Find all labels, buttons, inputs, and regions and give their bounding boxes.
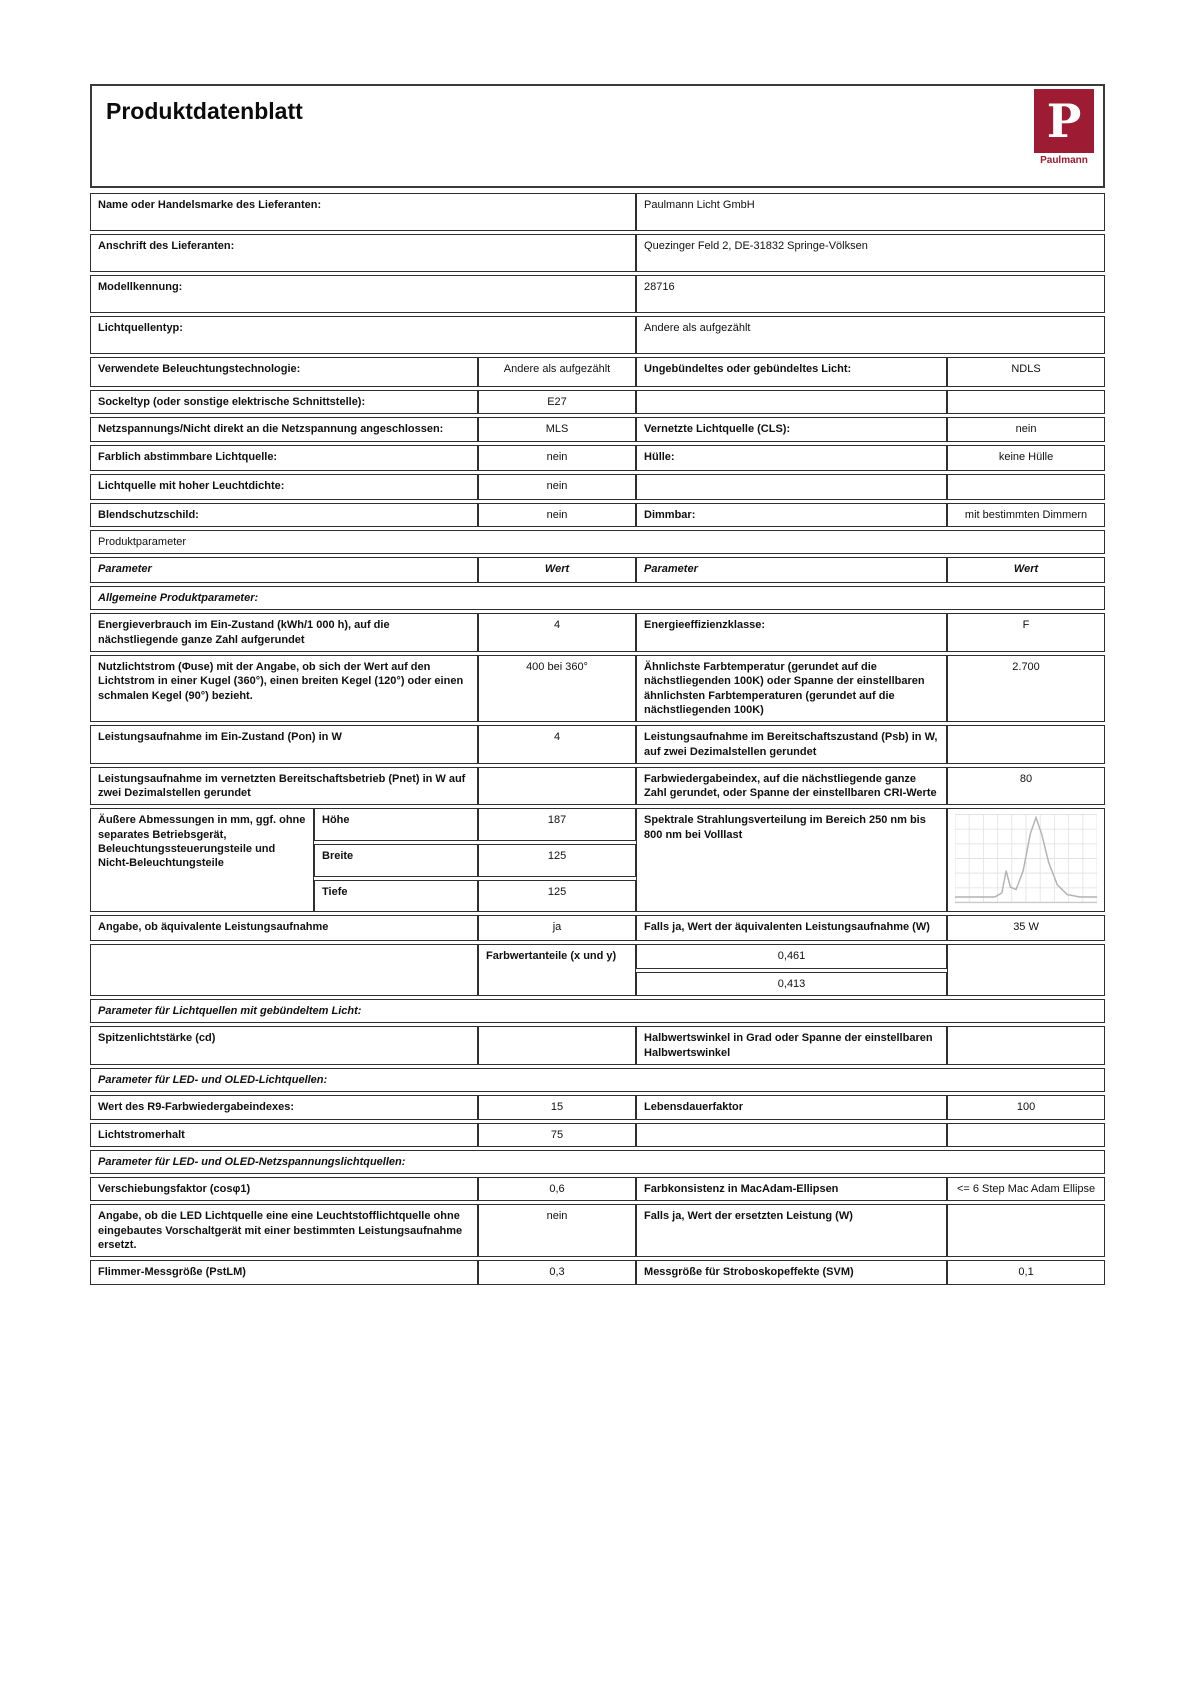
cell-label — [636, 1123, 947, 1147]
cell-label: Tiefe — [314, 880, 478, 913]
table-row — [90, 1177, 1105, 1201]
cell-label: Anschrift des Lieferanten: — [90, 234, 636, 272]
cell-value: nein — [478, 474, 636, 500]
section-header: Allgemeine Produktparameter: — [90, 586, 1105, 610]
cell-value: F — [947, 613, 1105, 652]
cell-value: 0,413 — [636, 972, 947, 996]
header — [90, 84, 1105, 188]
cell-value — [947, 725, 1105, 764]
cell-value — [478, 767, 636, 806]
cell-label: Ähnlichste Farbtemperatur (gerundet auf die nächstliegenden 100K) oder Spanne der einstellbaren ähnlichsten Farbtemperaturen (gerundet auf die nächstliegenden 100K) — [636, 655, 947, 722]
cell-label-dimensions: Äußere Abmessungen in mm, ggf. ohne separates Betriebsgerät, Beleuchtungssteuerungsteile und Nicht-Beleuchtungsteile — [90, 808, 314, 912]
section-row — [90, 1068, 1105, 1092]
cell-value: nein — [947, 417, 1105, 441]
cell-value: 100 — [947, 1095, 1105, 1119]
section-header: Parameter für Lichtquellen mit gebündeltem Licht: — [90, 999, 1105, 1023]
cell-label: Sockeltyp (oder sonstige elektrische Schnittstelle): — [90, 390, 478, 414]
cell-label: Vernetzte Lichtquelle (CLS): — [636, 417, 947, 441]
cell-label: Leistungsaufnahme im Bereitschaftszustand (Psb) in W, auf zwei Dezimalstellen gerundet — [636, 725, 947, 764]
cell-value: Paulmann Licht GmbH — [636, 193, 1105, 231]
cell-label: Farbwertanteile (x und y) — [478, 944, 636, 996]
cell-value: 4 — [478, 613, 636, 652]
column-header: Parameter — [636, 557, 947, 583]
cell-label: Angabe, ob äquivalente Leistungsaufnahme — [90, 915, 478, 941]
cell-empty — [90, 944, 478, 996]
table-row — [90, 234, 1105, 272]
cell-value: NDLS — [947, 357, 1105, 387]
table-row — [90, 316, 1105, 354]
section-header: Parameter für LED- und OLED-Lichtquellen: — [90, 1068, 1105, 1092]
cell-value: Andere als aufgezählt — [478, 357, 636, 387]
spectral-chart-cell — [947, 808, 1105, 912]
cell-value: ja — [478, 915, 636, 941]
cell-value: Quezinger Feld 2, DE-31832 Springe-Völksen — [636, 234, 1105, 272]
cell-label: Hülle: — [636, 445, 947, 471]
table-row — [90, 1026, 1105, 1065]
datasheet-page — [90, 84, 1105, 1288]
cell-label: Nutzlichtstrom (Φuse) mit der Angabe, ob sich der Wert auf den Lichtstrom in einer Kugel (360°), einen breiten Kegel (120°) oder einen schmalen Kegel (90°) bezieht. — [90, 655, 478, 722]
table-row — [90, 767, 1105, 806]
table-row — [90, 1123, 1105, 1147]
cell-label: Falls ja, Wert der äquivalenten Leistungsaufnahme (W) — [636, 915, 947, 941]
cell-value: 400 bei 360° — [478, 655, 636, 722]
cell-label: Leistungsaufnahme im Ein-Zustand (Pon) in W — [90, 725, 478, 764]
spectral-distribution-chart — [955, 813, 1097, 907]
cell-label — [636, 474, 947, 500]
cell-label: Blendschutzschild: — [90, 503, 478, 527]
cell-value: nein — [478, 1204, 636, 1257]
cell-empty — [947, 944, 1105, 996]
cell-label: Verschiebungsfaktor (cosφ1) — [90, 1177, 478, 1201]
datasheet-table — [90, 190, 1105, 1288]
table-row — [90, 655, 1105, 722]
cell-label: Leistungsaufnahme im vernetzten Bereitschaftsbetrieb (Pnet) in W auf zwei Dezimalstellen gerundet — [90, 767, 478, 806]
cell-label: Messgröße für Stroboskopeffekte (SVM) — [636, 1260, 947, 1284]
page-title: Produktdatenblatt — [106, 98, 303, 124]
cell-label: Ungebündeltes oder gebündeltes Licht: — [636, 357, 947, 387]
cell-value: <= 6 Step Mac Adam Ellipse — [947, 1177, 1105, 1201]
table-row — [90, 357, 1105, 387]
brand-logo-square — [1034, 89, 1094, 153]
cell-label: Höhe — [314, 808, 478, 841]
cell-label: Flimmer-Messgröße (PstLM) — [90, 1260, 478, 1284]
column-header: Wert — [478, 557, 636, 583]
cell-value: 0,6 — [478, 1177, 636, 1201]
cell-value — [947, 1123, 1105, 1147]
cell-value: E27 — [478, 390, 636, 414]
cell-value — [947, 474, 1105, 500]
cell-label: Farbwiedergabeindex, auf die nächstliegende ganze Zahl gerundet, oder Spanne der einstellbaren CRI-Werte — [636, 767, 947, 806]
section-row — [90, 530, 1105, 554]
cell-value: keine Hülle — [947, 445, 1105, 471]
table-row — [90, 1204, 1105, 1257]
section-header: Parameter für LED- und OLED-Netzspannungslichtquellen: — [90, 1150, 1105, 1174]
cell-label: Modellkennung: — [90, 275, 636, 313]
cell-value: 0,461 — [636, 944, 947, 968]
cell-label: Lebensdauerfaktor — [636, 1095, 947, 1119]
column-header: Parameter — [90, 557, 478, 583]
cell-label: Name oder Handelsmarke des Lieferanten: — [90, 193, 636, 231]
table-row — [90, 944, 1105, 968]
table-row — [90, 1260, 1105, 1284]
cell-value — [947, 1204, 1105, 1257]
cell-label-spectral: Spektrale Strahlungsverteilung im Bereich 250 nm bis 800 nm bei Volllast — [636, 808, 947, 912]
table-row — [90, 275, 1105, 313]
cell-label: Energieeffizienzklasse: — [636, 613, 947, 652]
cell-value: 2.700 — [947, 655, 1105, 722]
table-row — [90, 193, 1105, 231]
cell-label: Falls ja, Wert der ersetzten Leistung (W) — [636, 1204, 947, 1257]
cell-value: nein — [478, 445, 636, 471]
cell-value — [947, 390, 1105, 414]
cell-value: 187 — [478, 808, 636, 841]
cell-value: 125 — [478, 844, 636, 877]
cell-label: Energieverbrauch im Ein-Zustand (kWh/1 000 h), auf die nächstliegende ganze Zahl aufgerundet — [90, 613, 478, 652]
cell-label: Lichtquelle mit hoher Leuchtdichte: — [90, 474, 478, 500]
cell-value: 15 — [478, 1095, 636, 1119]
column-header: Wert — [947, 557, 1105, 583]
table-row — [90, 725, 1105, 764]
section-row — [90, 1150, 1105, 1174]
cell-value: 75 — [478, 1123, 636, 1147]
table-row — [90, 417, 1105, 441]
cell-label: Dimmbar: — [636, 503, 947, 527]
cell-label: Farblich abstimmbare Lichtquelle: — [90, 445, 478, 471]
cell-value: 28716 — [636, 275, 1105, 313]
brand-logo — [1033, 89, 1095, 166]
cell-value: nein — [478, 503, 636, 527]
brand-name: Paulmann — [1040, 155, 1088, 166]
cell-label: Verwendete Beleuchtungstechnologie: — [90, 357, 478, 387]
cell-value: MLS — [478, 417, 636, 441]
cell-value: mit bestimmten Dimmern — [947, 503, 1105, 527]
cell-label — [636, 390, 947, 414]
table-row — [90, 808, 1105, 841]
cell-label: Farbkonsistenz in MacAdam-Ellipsen — [636, 1177, 947, 1201]
section-header: Produktparameter — [90, 530, 1105, 554]
cell-label: Netzspannungs/Nicht direkt an die Netzspannung angeschlossen: — [90, 417, 478, 441]
table-row — [90, 445, 1105, 471]
cell-value: 125 — [478, 880, 636, 913]
section-row — [90, 999, 1105, 1023]
cell-value — [478, 1026, 636, 1065]
cell-label: Spitzenlichtstärke (cd) — [90, 1026, 478, 1065]
cell-value — [947, 1026, 1105, 1065]
cell-label: Angabe, ob die LED Lichtquelle eine eine Leuchtstofflichtquelle ohne eingebautes Vorschaltgerät mit einer bestimmten Leistungsaufnahme ersetzt. — [90, 1204, 478, 1257]
table-row — [90, 915, 1105, 941]
cell-value: 4 — [478, 725, 636, 764]
cell-label: Lichtquellentyp: — [90, 316, 636, 354]
cell-value: 0,3 — [478, 1260, 636, 1284]
brand-logo-letter: P — [1046, 94, 1082, 148]
cell-label: Halbwertswinkel in Grad oder Spanne der einstellbaren Halbwertswinkel — [636, 1026, 947, 1065]
table-header-row — [90, 557, 1105, 583]
table-row — [90, 390, 1105, 414]
cell-value: 35 W — [947, 915, 1105, 941]
cell-label: Breite — [314, 844, 478, 877]
table-row — [90, 503, 1105, 527]
table-row — [90, 474, 1105, 500]
cell-value: 0,1 — [947, 1260, 1105, 1284]
section-row — [90, 586, 1105, 610]
table-row — [90, 1095, 1105, 1119]
cell-value: 80 — [947, 767, 1105, 806]
table-row — [90, 613, 1105, 652]
cell-label: Wert des R9-Farbwiedergabeindexes: — [90, 1095, 478, 1119]
cell-label: Lichtstromerhalt — [90, 1123, 478, 1147]
cell-value: Andere als aufgezählt — [636, 316, 1105, 354]
